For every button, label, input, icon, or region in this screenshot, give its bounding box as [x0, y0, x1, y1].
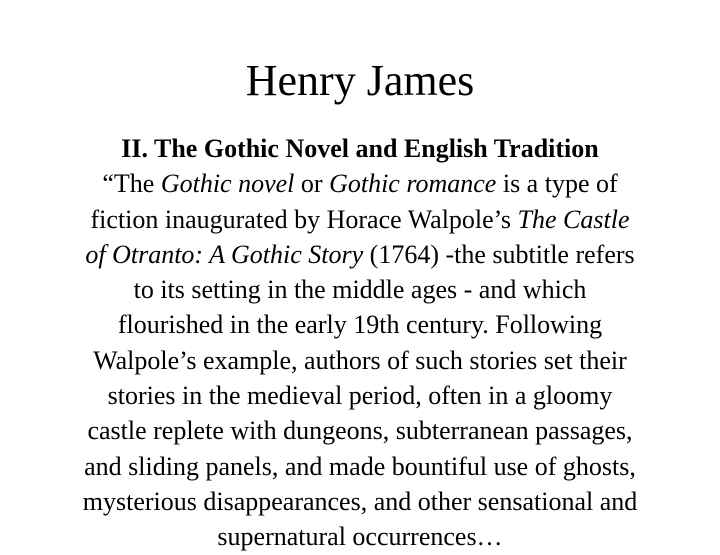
body-text-line	[40, 202, 680, 237]
body-text-line	[40, 378, 680, 413]
section-heading: II. The Gothic Novel and English Tradition	[121, 134, 599, 163]
text-run: supernatural occurrences…	[217, 522, 503, 552]
body-text-line	[40, 166, 680, 201]
text-run: Walpole’s example, authors of such stories set their	[93, 345, 627, 375]
text-run: flourished in the early 19th century. Following	[117, 310, 603, 340]
body-text-line	[40, 519, 680, 554]
italic-text-run: Gothic novel	[160, 169, 295, 199]
section-heading-line	[40, 131, 680, 166]
slide-body	[40, 131, 680, 555]
body-text-line	[40, 272, 680, 307]
body-text-line	[40, 413, 680, 448]
italic-text-run: The Castle	[517, 204, 630, 234]
body-text-line	[40, 484, 680, 519]
text-run: (1764) -the subtitle refers	[363, 239, 635, 269]
text-run: or	[294, 169, 330, 199]
text-run: mysterious disappearances, and other sensational and	[82, 486, 638, 516]
text-run: fiction inaugurated by Horace Walpole’s	[90, 204, 518, 234]
text-run: to its setting in the middle ages - and which	[133, 275, 587, 305]
italic-text-run: of Otranto: A Gothic Story	[85, 239, 364, 269]
slide-title: Henry James	[245, 56, 475, 105]
italic-text-run: Gothic romance	[329, 169, 497, 199]
text-run: “The	[102, 169, 161, 199]
text-run: stories in the medieval period, often in a gloomy	[107, 381, 613, 411]
text-run: is a type of	[496, 169, 618, 199]
body-text-line	[40, 343, 680, 378]
text-run: castle replete with dungeons, subterranean passages,	[87, 416, 633, 446]
body-text-line	[40, 449, 680, 484]
body-text-line	[40, 237, 680, 272]
body-text-line	[40, 307, 680, 342]
text-run: and sliding panels, and made bountiful use of ghosts,	[84, 451, 636, 481]
